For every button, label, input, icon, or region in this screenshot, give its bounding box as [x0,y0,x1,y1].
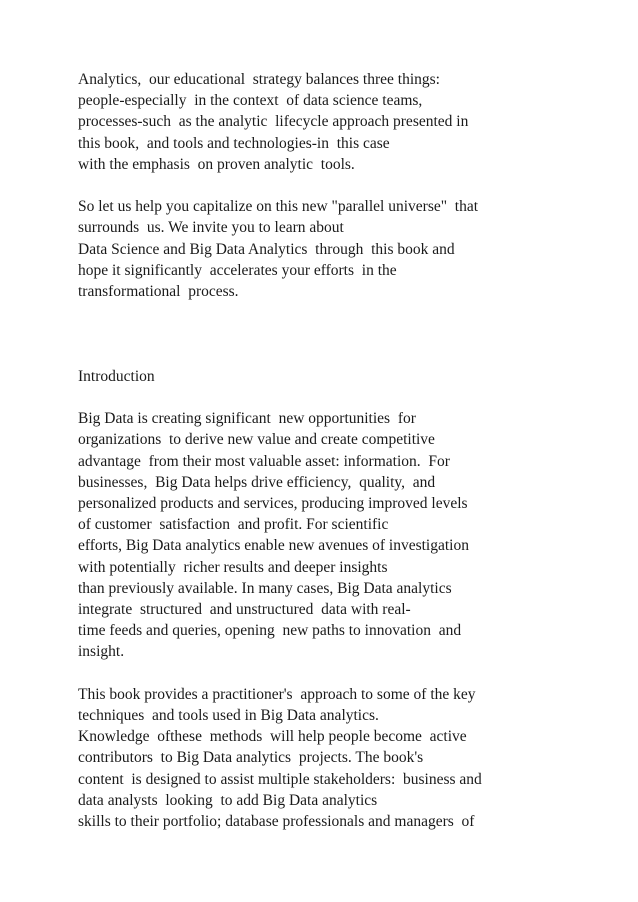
text-line: insight. [78,643,125,661]
text-line: people-especially in the context of data science teams, [78,92,423,110]
text-line: with potentially richer results and deeper insights [78,558,388,576]
text-line: skills to their portfolio; database professionals and managers of [78,813,475,830]
text-line: transformational process. [78,283,239,300]
text-line: Introduction [78,367,155,385]
text-line: personalized products and services, producing improved levels [78,495,468,512]
text-line: time feeds and queries, opening new paths to innovation and [78,622,462,640]
text-line: Big Data is creating significant new opportunities for [78,410,416,428]
text-line: than previously available. In many cases, Big Data analytics [78,579,452,597]
text-line: This book provides a practitioner's approach to some of the key [78,685,476,703]
text-line: organizations to derive new value and create competitive [78,431,435,449]
text-line: businesses, Big Data helps drive efficiency, quality, and [78,473,436,491]
text-line: Knowledge ofthese methods will help people become active [78,728,467,746]
text-line: efforts, Big Data analytics enable new avenues of investigation [78,537,469,555]
text-line: surrounds us. We invite you to learn about [78,219,344,237]
text-line: Analytics, our educational strategy balances three things: [78,71,440,88]
text-line: integrate structured and unstructured data with real- [78,601,411,618]
text-line: content is designed to assist multiple stakeholders: business and [78,770,482,788]
text-line: of customer satisfaction and profit. For scientific [78,516,389,534]
text-line: So let us help you capitalize on this new "parallel universe" that [78,198,479,216]
text-line: processes-such as the analytic lifecycle approach presented in [78,113,469,131]
text-line: advantage from their most valuable asset: information. For [78,452,450,470]
text-line: data analysts looking to add Big Data analytics [78,791,378,809]
text-line: with the emphasis on proven analytic tools. [78,155,355,173]
text-line: hope it significantly accelerates your efforts in the [78,261,397,279]
text-line: contributors to Big Data analytics projects. The book's [78,749,424,767]
text-line: this book, and tools and technologies-in this case [78,134,390,152]
text-line: techniques and tools used in Big Data analytics. [78,707,379,724]
text-line: Data Science and Big Data Analytics through this book and [78,240,455,258]
